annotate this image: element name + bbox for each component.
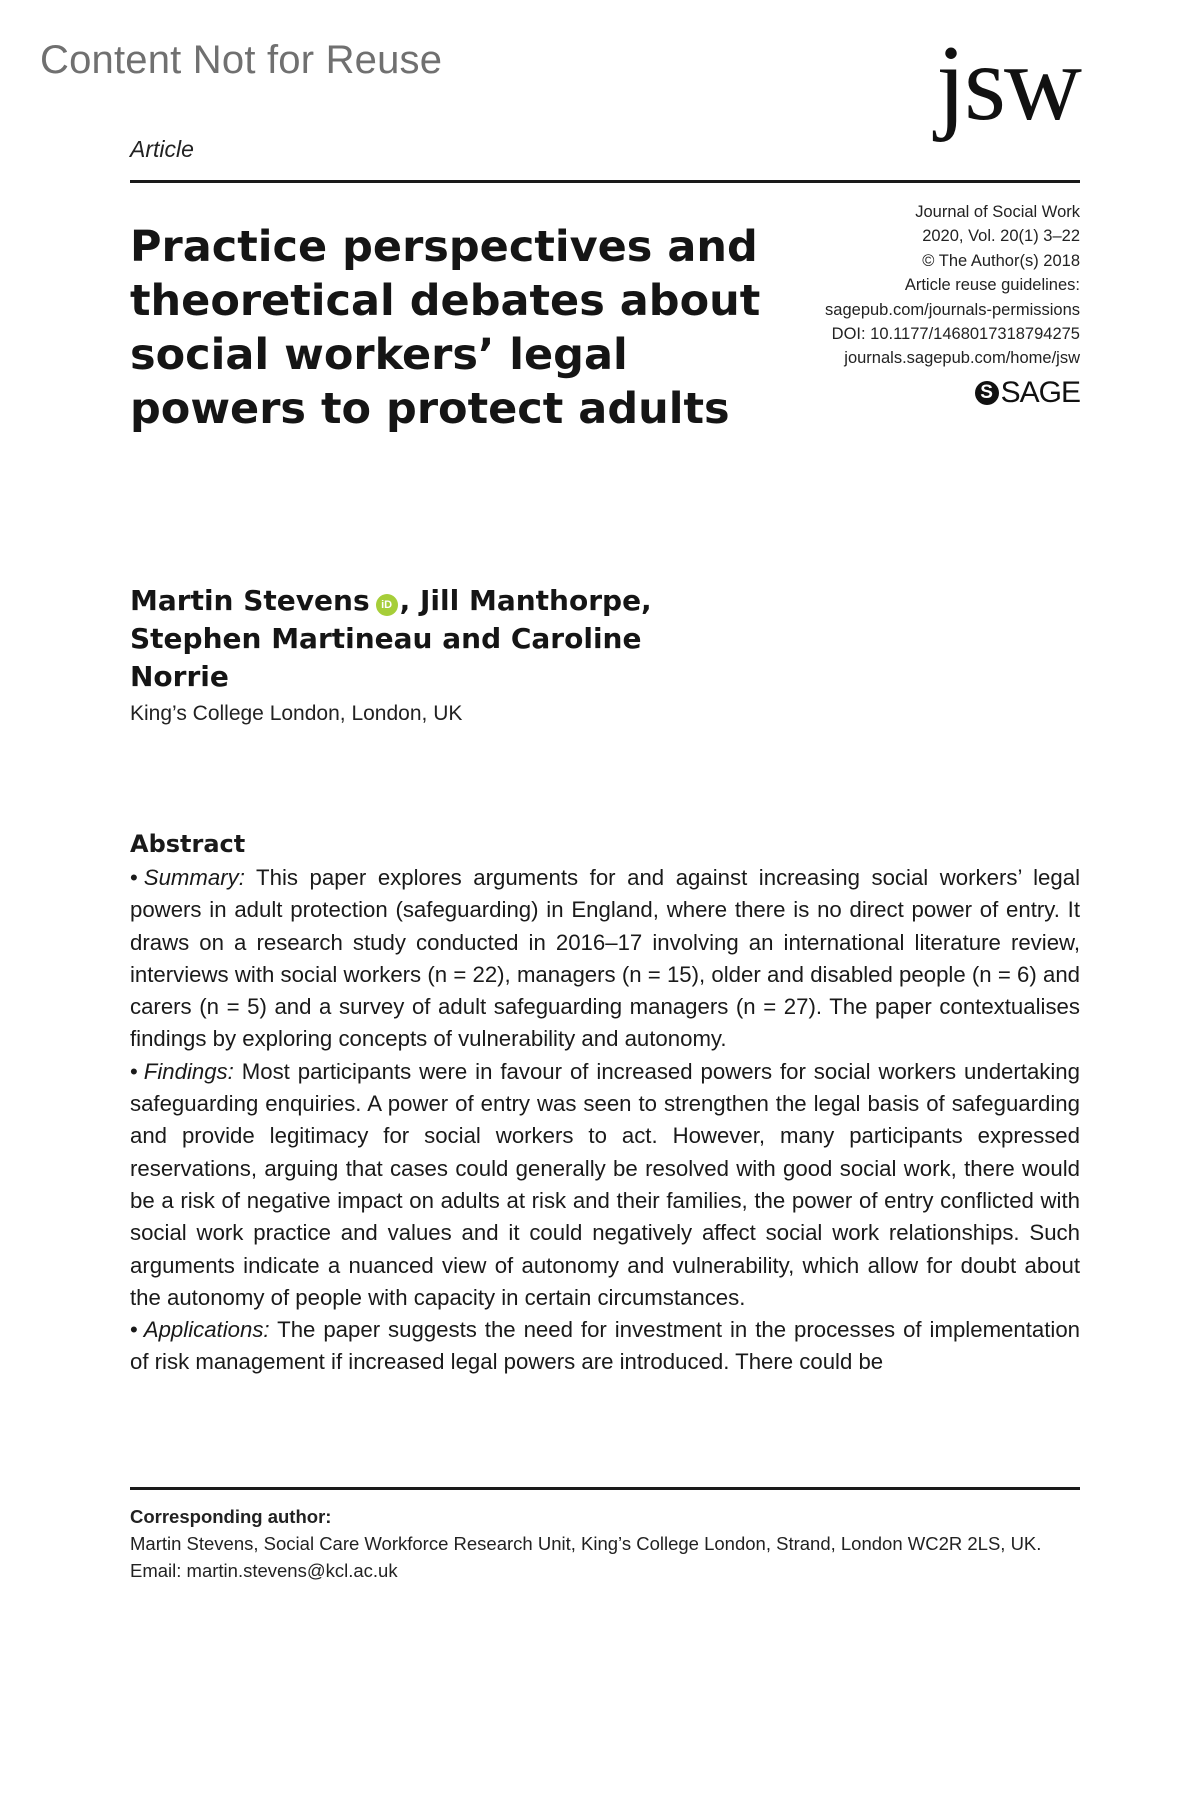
orcid-icon[interactable]: iD	[376, 594, 398, 616]
reuse-guidelines-link[interactable]: sagepub.com/journals-permissions	[825, 300, 1080, 319]
footnote-heading: Corresponding author:	[130, 1506, 332, 1527]
volume-info: 2020, Vol. 20(1) 3–22	[922, 227, 1080, 246]
abstract-summary-label: Summary:	[143, 865, 245, 890]
header-rule	[130, 180, 1080, 183]
article-title: Practice perspectives and theoretical debates about social workers’ legal powers to protect adults	[130, 222, 761, 434]
journal-name: Journal of Social Work	[915, 203, 1080, 221]
publisher-logo	[975, 376, 1080, 410]
footnote-rule	[130, 1487, 1080, 1490]
bullet-icon: •	[130, 865, 138, 890]
abstract-applications	[130, 1314, 1080, 1379]
journal-logo: jsw	[935, 24, 1080, 143]
copyright-line: © The Author(s) 2018	[922, 251, 1080, 270]
author-first: Martin Stevens	[130, 584, 370, 617]
author-list	[130, 582, 750, 696]
abstract-summary	[130, 862, 1080, 1056]
watermark-text: Content Not for Reuse	[40, 38, 443, 82]
journal-homepage-link[interactable]: journals.sagepub.com/home/jsw	[844, 349, 1080, 368]
article-type-label: Article	[130, 136, 194, 162]
abstract-applications-text: The paper suggests the need for investment in the processes of implementation of risk management if increased legal powers are introduced. There could be	[130, 1317, 1081, 1375]
footnote-email[interactable]: Email: martin.stevens@kcl.ac.uk	[130, 1560, 398, 1581]
publisher-name: SAGE	[1000, 376, 1080, 409]
footnote-address: Martin Stevens, Social Care Workforce Research Unit, King’s College London, Strand, London WC2R 2LS, UK.	[130, 1533, 1042, 1554]
abstract-section	[130, 828, 1080, 1379]
abstract-findings-text: Most participants were in favour of increased powers for social workers undertaking safeguarding enquiries. A power of entry was seen to strengthen the legal basis of safeguarding and provide legitimacy for social workers to act. However, many participants expressed reservations, arguing that cases could generally be resolved with good social work, there would be a risk of negative impact on adults at risk and their families, the power of entry conflicted with social work practice and values and it could negatively affect social work relationships. Such arguments indicate a nuanced view of autonomy and vulnerability, which allow for doubt about the autonomy of people with capacity in certain circumstances.	[130, 1058, 1080, 1310]
corresponding-author-note	[130, 1503, 1080, 1584]
abstract-heading: Abstract	[130, 830, 246, 858]
bullet-icon: •	[130, 1058, 138, 1084]
abstract-findings-label: Findings:	[143, 1058, 234, 1084]
sage-icon: S	[975, 381, 999, 405]
journal-meta	[825, 200, 1080, 371]
bullet-icon: •	[130, 1317, 138, 1343]
reuse-guidelines-label: Article reuse guidelines:	[904, 276, 1080, 295]
abstract-findings	[130, 1056, 1080, 1314]
author-affiliation: King’s College London, London, UK	[130, 702, 463, 725]
doi-line[interactable]: DOI: 10.1177/1468017318794275	[831, 325, 1080, 344]
abstract-applications-label: Applications:	[143, 1317, 270, 1343]
abstract-summary-text: This paper explores arguments for and against increasing social workers’ legal powers in adult protection (safeguarding) in England, where there is no direct power of entry. It draws on a research study conducted in 2016–17 involving an international literature review, interviews with social workers (n = 22), managers (n = 15), older and disabled people (n = 6) and carers (n = 5) and a survey of adult safeguarding managers (n = 27). The paper contextualises findings by exploring concepts of vulnerability and autonomy.	[130, 865, 1081, 1052]
author-rest: , Jill Manthorpe, Stephen Martineau and Caroline Norrie	[130, 584, 652, 693]
